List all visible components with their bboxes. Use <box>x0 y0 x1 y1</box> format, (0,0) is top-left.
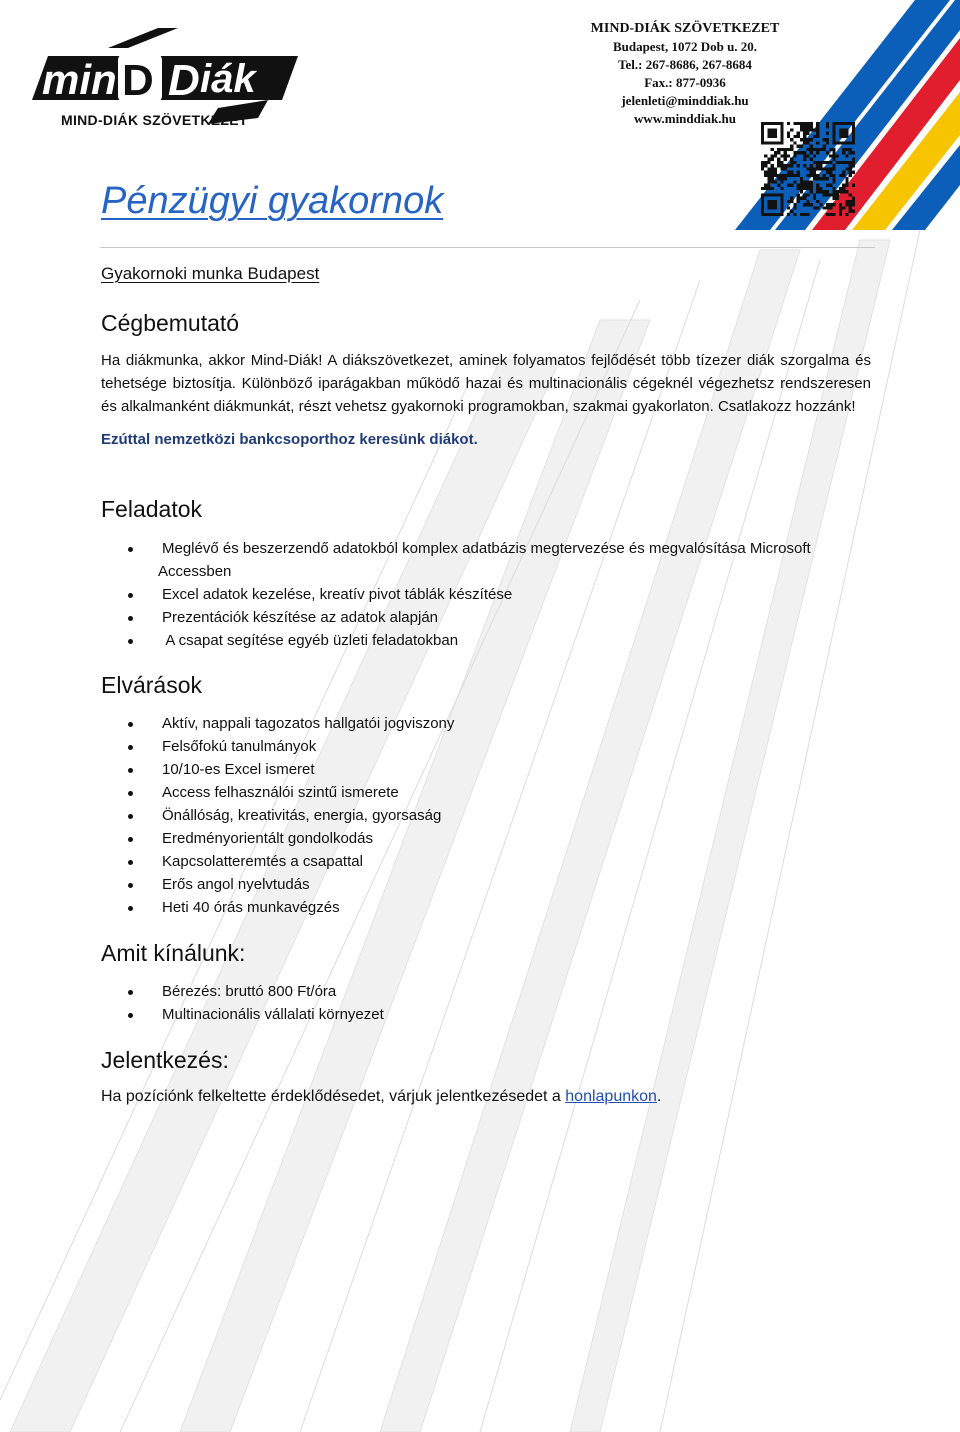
heading-offer: Amit kínálunk: <box>101 940 246 966</box>
list-item: A csapat segítése egyéb üzleti feladatokban <box>101 629 901 652</box>
list-item: Felsőfokú tanulmányok <box>101 735 701 758</box>
list-item: Multinacionális vállalati környezet <box>101 1003 701 1026</box>
list-item: Heti 40 órás munkavégzés <box>101 896 701 919</box>
svg-text:D: D <box>168 56 200 105</box>
page-title: Pénzügyi gyakornok <box>101 180 444 222</box>
apply-text: Ha pozíciónk felkeltette érdeklődésedet, várjuk jelentkezésedet a honlapunkon. <box>101 1088 662 1105</box>
company-website[interactable]: www.minddiak.hu <box>634 111 736 126</box>
list-item: Meglévő és beszerzendő adatokból komplex adatbázis megtervezése és megvalósítása Microsoft Accessben <box>101 537 901 583</box>
list-item: Kapcsolatteremtés a csapattal <box>101 850 701 873</box>
intro-bold-line: Ezúttal nemzetközi bankcsoporthoz keresünk diákot. <box>101 431 478 448</box>
heading-requirements: Elvárások <box>101 672 202 698</box>
homepage-link[interactable]: honlapunkon <box>565 1088 657 1105</box>
company-email[interactable]: jelenleti@minddiak.hu <box>621 93 749 108</box>
company-tel: Tel.: 267-8686, 267-8684 <box>618 57 752 72</box>
list-item: Önállóság, kreativitás, energia, gyorsaság <box>101 804 701 827</box>
list-item: Aktív, nappali tagozatos hallgatói jogviszony <box>101 712 701 735</box>
company-intro <box>101 349 871 451</box>
list-item: Excel adatok kezelése, kreatív pivot táblák készítése <box>101 583 901 606</box>
requirements-list <box>101 712 701 919</box>
company-fax: Fax.: 877-0936 <box>644 75 726 90</box>
list-item: Erős angol nyelvtudás <box>101 873 701 896</box>
tasks-list <box>101 537 901 652</box>
logo-text-min: min <box>42 56 117 103</box>
minddiak-logo <box>28 28 306 132</box>
logo-subtitle: MIND-DIÁK SZÖVETKEZET <box>61 112 248 128</box>
qr-code-icon <box>761 122 855 216</box>
company-address: Budapest, 1072 Dob u. 20. <box>612 39 758 54</box>
list-item: 10/10-es Excel ismeret <box>101 758 701 781</box>
offer-list <box>101 980 701 1026</box>
company-name: MIND-DIÁK SZÖVETKEZET <box>590 21 780 36</box>
list-item: Prezentációk készítése az adatok alapján <box>101 606 901 629</box>
list-item: Bérezés: bruttó 800 Ft/óra <box>101 980 701 1003</box>
list-item: Access felhasználói szintű ismerete <box>101 781 701 804</box>
heading-tasks: Feladatok <box>101 496 203 522</box>
svg-text:D: D <box>122 56 154 105</box>
list-item-continuation: Accessben <box>158 563 232 580</box>
subtitle: Gyakornoki munka Budapest <box>101 264 320 283</box>
heading-apply: Jelentkezés: <box>101 1047 229 1073</box>
svg-text:iák: iák <box>200 57 256 101</box>
company-contact <box>560 20 810 128</box>
list-item: Eredményorientált gondolkodás <box>101 827 701 850</box>
intro-paragraph: Ha diákmunka, akkor Mind-Diák! A diákszövetkezet, aminek folyamatos fejlődését több tízezer diák szorgalma és tehetsége biztosítja. Különböző iparágakban működő hazai és multinacionális cégeknél végezhetsz rendszeresen és alkalmanként diákmunkát, részt vehetsz gyakornoki programokban, szakmai gyakorlaton. Csatlakozz hozzánk! <box>101 352 871 415</box>
heading-company: Cégbemutató <box>101 310 240 336</box>
title-divider <box>100 247 875 248</box>
